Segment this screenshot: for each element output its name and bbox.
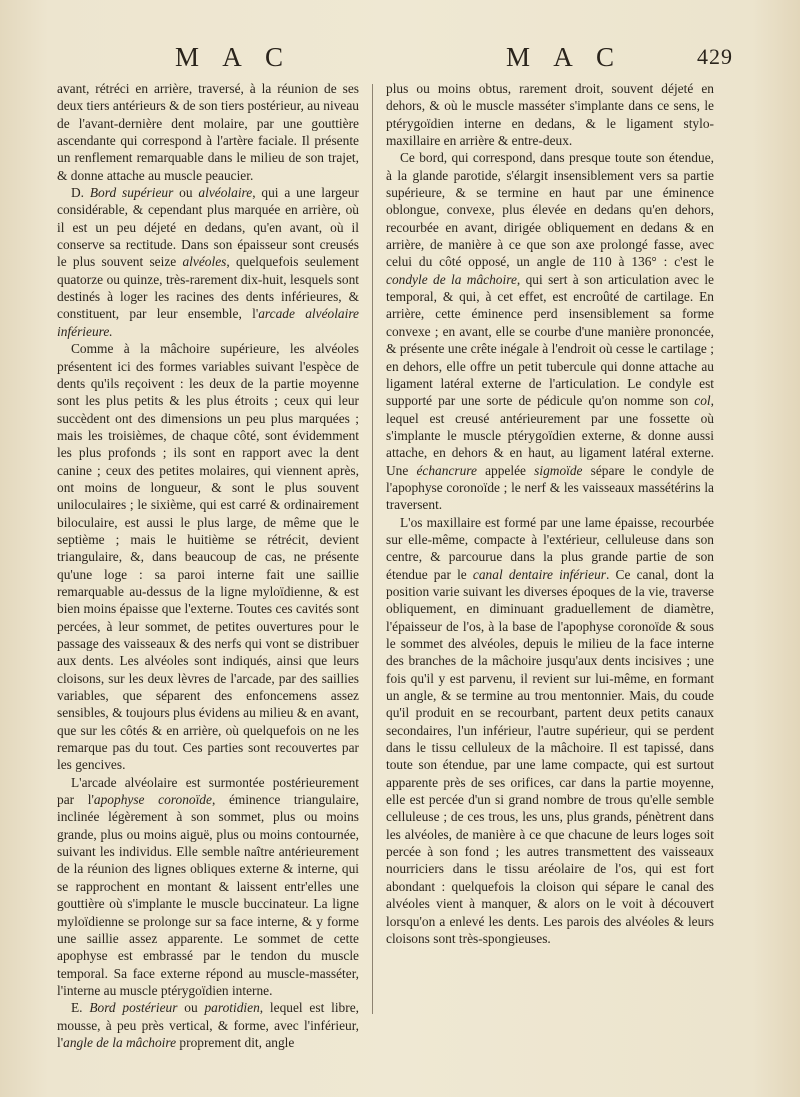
italic-term: parotidien	[204, 1000, 260, 1016]
text-run: ou	[173, 185, 199, 201]
text-run: , qui sert à son articulation avec le temporal, & qui, à cet effet, est encroûté de cartilage. En arrière, cette éminence perd insensiblement sa forme convexe ; en avant, elle se courbe d'une manière prononcée, & présente une crête inégale à l'endroit où cesse le cartilage ; en dehors, elle offre un petit tubercule qui donne attache au ligament latéral externe de l'articulation. Le condyle est supporté par une sorte de pédicule qu'on nomme son	[386, 271, 714, 409]
text-run: , lequel est libre, mousse, à peu près vertical, & forme, avec l'inférieur, l'	[57, 1000, 359, 1050]
italic-term: échancrure	[416, 462, 477, 478]
text-run: , lequel est creusé antérieurement par une fossette où s'implante le muscle ptérygoïdien externe, & donne aussi attache, en dehors & en haut, au ligament latéral externe. Une	[386, 393, 714, 478]
column-divider	[372, 84, 373, 1014]
left-running-title: M A C	[175, 42, 293, 72]
text-run: sépare le condyle de l'apophyse coronoïde ; le nerf & les vaisseaux massétérins la traversent.	[386, 462, 714, 513]
italic-term: col	[694, 393, 711, 409]
text-run: L'os maxillaire est formé par une lame épaisse, recourbée sur elle-même, compacte à l'extérieur, celluleuse dans son centre, & parcourue dans la plus grande partie de son étendue par le	[386, 514, 714, 582]
text-run: appelée	[476, 462, 535, 478]
text-run: ou	[177, 1000, 205, 1016]
text-run: plus ou moins obtus, rarement droit, souvent déjeté en dehors, & où le muscle masséter s'implante dans ce sens, le ptérygoïdien interne en dedans, & le ligament stylo-maxillaire en arrière & entre-deux.	[386, 81, 714, 149]
italic-term: apophyse coronoïde	[93, 792, 212, 808]
text-run: avant, rétréci en arrière, traversé, à la réunion de ses deux tiers antérieurs & de son tiers postérieur, au niveau de l'avant-dernière dent molaire, par une gouttière ascendante qui correspond à l'artère faciale. Il présente un renflement remarquable dans le milieu de son trajet, & donne attache au muscle peaucier.	[57, 81, 359, 183]
text-run: proprement dit, angle	[176, 1034, 295, 1050]
italic-term: arcade alvéolaire inférieure.	[57, 306, 359, 339]
paragraph	[57, 340, 359, 774]
paragraph	[386, 80, 714, 149]
italic-term: Bord supérieur	[89, 185, 174, 201]
text-run: , qui a une largeur considérable, & cependant plus marquée en arrière, où il est un peu déjeté en dedans, qu'en avant, où il conserve sa rectitude. Dans son épaisseur sont creusés le plus souvent seize	[57, 185, 359, 270]
text-run: Ce bord, qui correspond, dans presque toute son étendue, à la glande parotide, s'élargit insensiblement vers sa partie supérieure, & se termine en haut par une éminence oblongue, convexe, plus élevée en dedans qu'en dehors, recourbée en avant, dirigée obliquement en dedans & en arrière, de manière à ce que son axe prolongé fasse, avec celui du côté opposé, un angle de 110 à 136° : c'est le	[386, 150, 714, 270]
italic-term: Bord postérieur	[89, 1000, 178, 1016]
italic-term: condyle de la mâchoire	[386, 271, 517, 287]
italic-term: canal dentaire inférieur	[472, 566, 607, 582]
paragraph	[386, 514, 714, 948]
text-run: . Ce canal, dont la position varie suivant les diverses époques de la vie, traverse obliquement, en diminuant graduellement de diamètre, l'épaisseur de l'os, à la base de l'apophyse coronoïde & sous le sommet des alvéoles, depuis le milieu de la face interne des branches de la mâchoire jusqu'aux dents incisives ; une fois qu'il y est parvenu, il revient sur lui-même, en formant un angle, & se termine au trou mentonnier. Mais, du coude qu'il produit en se recourbant, partent deux petits canaux secondaires, l'un inférieur, l'autre supérieur, qui se perdent dans le tissu celluleux de la mâchoire. Il est tapissé, dans toute son étendue, par une lame compacte, qui est surtout apparente près de ses orifices, car dans la partie moyenne, elle est percée d'un si grand nombre de trous qu'elle semble celluleuse ; de ces trous, les uns, plus grands, pénètrent dans les alvéoles, de manière à ce que chacune de leurs loges soit percée à son fond ; les autres transmettent des vaisseaux nourriciers dans le tissu aréolaire de l'os, qui est fort abondant : quelquefois la cloison qui sépare le canal des alvéoles vient à manquer, & alors on le voit à découvert lorsqu'on a enlevé les dents. Les parois des alvéoles & leurs cloisons sont très-spongieuses.	[386, 566, 714, 946]
paragraph	[57, 184, 359, 340]
text-run: E.	[71, 1000, 90, 1016]
text-run: L'arcade alvéolaire est surmontée postérieurement par l'	[57, 774, 359, 808]
right-running-title: M A C	[506, 42, 624, 72]
right-text-column	[386, 80, 714, 1080]
text-run: , quelquefois seulement quatorze ou quinze, très-rarement dix-huit, lesquels sont destinés à loger les racines des dents inférieures, & constituent, par leur ensemble, l'	[57, 254, 359, 322]
paragraph	[57, 80, 359, 184]
italic-term: sigmoïde	[534, 462, 583, 478]
running-header	[0, 38, 800, 78]
text-run: Comme à la mâchoire supérieure, les alvéoles présentent ici des formes variables suivant l'espèce de dents qu'ils reçoivent : les deux de la partie moyenne sont les plus petits & les plus étroits ; ceux qui leur succèdent ont des dimensions un peu plus marquées ; mais les troisièmes, de chaque côté, sont évidemment les plus profonds ; ils sont en rapport avec la dent canine ; ceux des petites molaires, qui viennent après, ont moins de longueur, & sont le plus souvent uniloculaires ; le sixième, qui est carré & ordinairement biloculaire, est aussi le plus large, de même que le septième ; mais le huitième se rétrécit, devient triangulaire, &, dans beaucoup de cas, ne présente qu'une loge : sa paroi interne fait une saillie remarquable au-dessus de la ligne myloïdienne, & est bien moins épaisse que l'externe. Toutes ces cavités sont percées, à leur sommet, de petites ouvertures pour le passage des vaisseaux & des nerfs qui vont se distribuer aux dents. Les alvéoles sont indiqués, ainsi que leurs cloisons, sur les deux lèvres de l'arcade, par des saillies variables, que séparent des enfoncemens assez sensibles, & toujours plus évidens au milieu & en avant, que sur les côtés & en arrière, où quelquefois on ne les remarque pas du tout. Ces parties sont recouvertes par les gencives.	[57, 341, 359, 773]
italic-term: alvéoles	[182, 254, 227, 270]
page-number: 429	[697, 44, 733, 69]
paragraph	[57, 774, 359, 999]
italic-term: angle de la mâchoire	[63, 1034, 177, 1050]
paragraph	[57, 999, 359, 1051]
paragraph	[386, 149, 714, 513]
italic-term: alvéolaire	[198, 185, 253, 201]
text-run: , éminence triangulaire, inclinée légèrement à son sommet, plus ou moins grande, plus ou moins aiguë, plus ou moins contournée, suivant les individus. Elle semble naître antérieurement de la réunion des lignes obliques externe & interne, qui se rapprochent en montant & laissent entr'elles une gouttière où s'implante le muscle buccinateur. La ligne myloïdienne se prolonge sur sa face interne, & y forme une saillie assez apparente. Le sommet de cette apophyse est embrassé par le tendon du muscle temporal. Sa face externe répond au muscle-masséter, l'interne au muscle ptérygoïdien interne.	[57, 792, 359, 998]
left-text-column	[57, 80, 359, 1080]
text-run: D.	[71, 185, 90, 201]
